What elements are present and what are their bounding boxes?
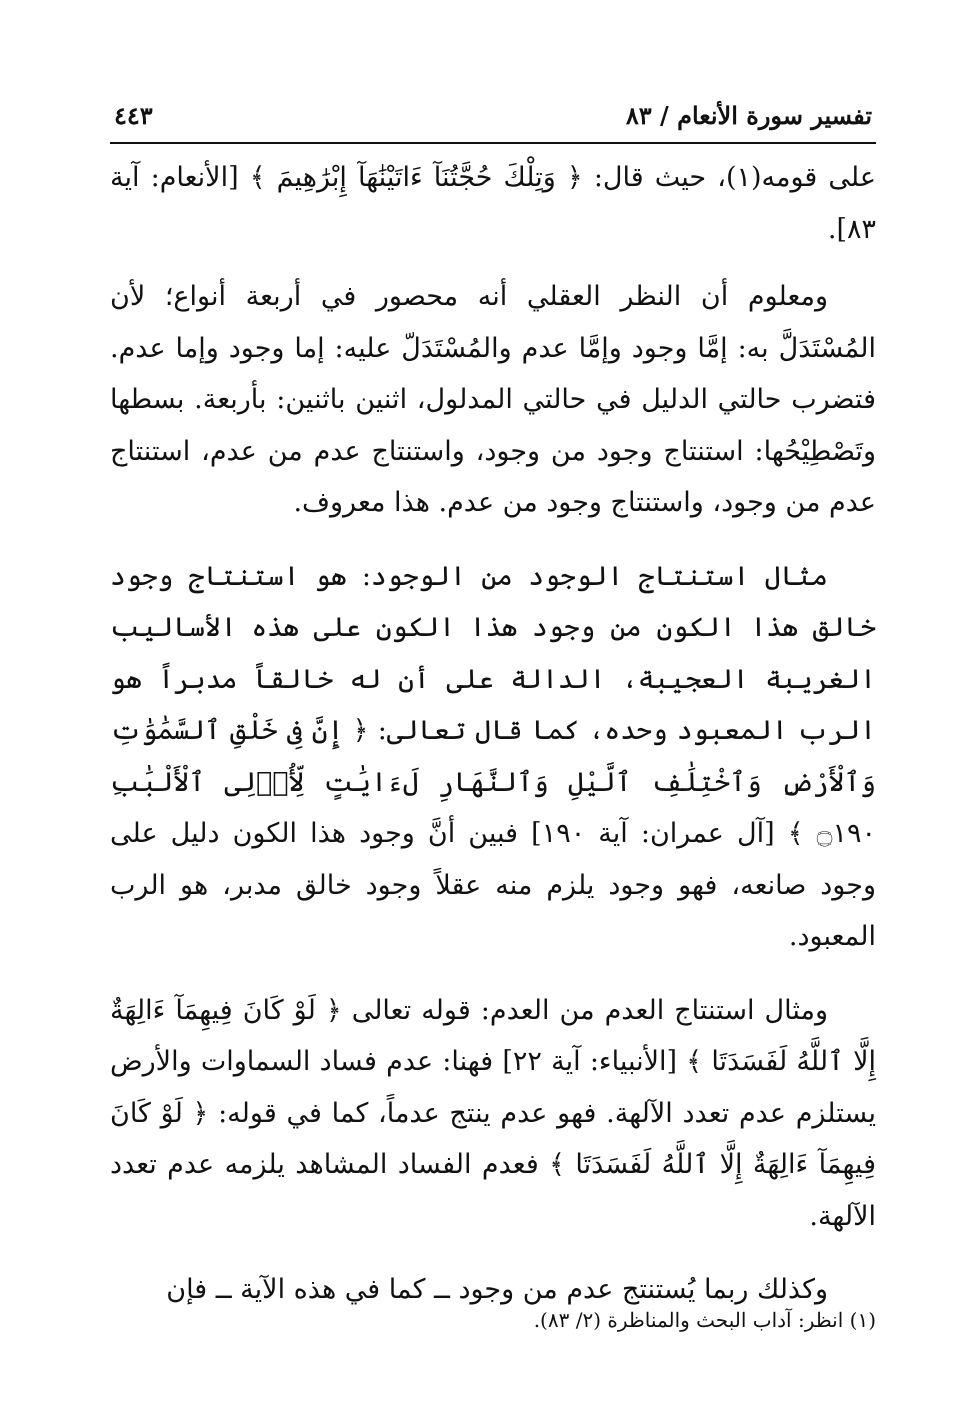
paragraph-5: وكذلك ربما يُستنتج عدم من وجود ــ كما في هذه الآية ــ فإن: [166, 1274, 828, 1305]
paragraph-2: ومعلوم أن النظر العقلي أنه محصور في أربعة أنواع؛ لأن المُسْتَدَلَّ به: إمَّا وجود وإمَّا عدم والمُسْتَدَلّ عليه: إما وجود وإما عدم. فتضرب حالتي الدليل في حالتي المدلول، اثنين باثنين: بأربعة. بسطها وتَصْطِيْحُها: استنتاج وجود من وجود، واستنتاج عدم من عدم، استنتاج عدم من وجود، واستنتاج وجود من عدم. هذا معروف.: [110, 281, 876, 518]
header-rule: [110, 142, 876, 144]
paragraph-4: ومثال استنتاج العدم من العدم: قوله تعالى ﴿ لَوْ كَانَ فِيهِمَآ ءَالِهَةٌ إِلَّا ٱللَّهُ لَفَسَدَتَا ﴾ [الأنبياء: آية ٢٢] فهنا: عدم فساد السماوات والأرض يستلزم عدم تعدد الآلهة. فهو عدم ينتج عدماً، كما في قوله: ﴿ لَوْ كَانَ فِيهِمَآ ءَالِهَةٌ إِلَّا ٱللَّهُ لَفَسَدَتَا ﴾ فعدم الفساد المشاهد يلزمه عدم تعدد الآلهة.: [110, 994, 876, 1232]
paragraph-3: مثال استنتاج الوجود من الوجود: هو استنتاج وجود خالق هذا الكون من وجود هذا الكون على هذه الأساليب الغريبة العجيبة، الدالة على أن له خالقاً مدبراً هو الرب المعبود وحده، كما قال تعالى: ﴿ إِنَّ فِى خَلْقِ ٱلسَّمَٰوَٰتِ وَٱلْأَرْضِ وَٱخْتِلَٰفِ ٱلَّيْلِ وَٱلنَّهَارِ لَءَايَٰتٍ لِّأُو۟لِى ٱلْأَلْبَٰبِ ۝١٩٠ ﴾ [آل عمران: آية ١٩٠] فبين أنَّ وجود هذا الكون دليل على وجود صانعه، فهو وجود يلزم منه عقلاً وجود خالق مدبر، هو الرب المعبود.: [110, 560, 876, 952]
footnote: (١) انظر: آداب البحث والمناظرة (٢/ ٨٣).: [533, 1308, 876, 1332]
paragraph-1: على قومه(١)، حيث قال: ﴿ وَتِلْكَ حُجَّتُنَآ ءَاتَيْنَٰهَآ إِبْرَٰهِيمَ ﴾ [الأنعام: آية ٨٣].: [110, 162, 876, 245]
body-text: [110, 152, 876, 1316]
page-number: ٤٤٣: [114, 101, 153, 130]
running-title: تفسير سورة الأنعام / ٨٣: [625, 101, 872, 130]
running-head: [110, 96, 876, 136]
page: [110, 96, 876, 1338]
